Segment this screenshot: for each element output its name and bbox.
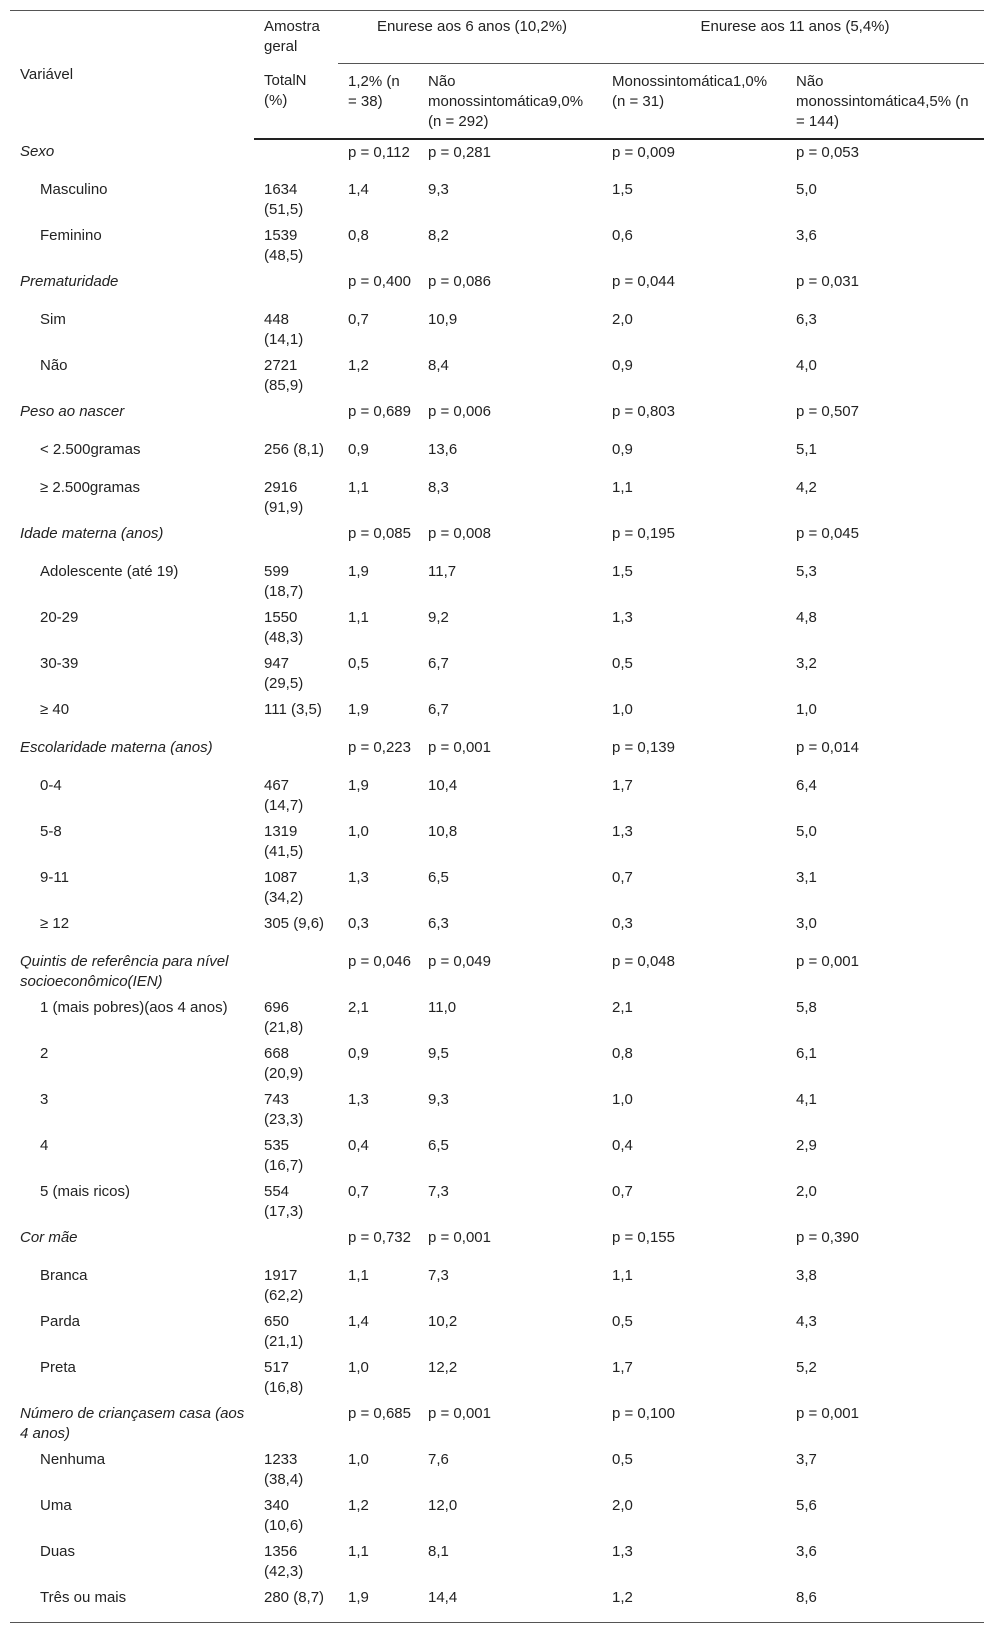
row-label: Branca [40,1266,88,1284]
row-11-mono: 1,0 [612,1090,633,1108]
row-total: 1356 (42,3) [264,1542,304,1580]
row-total [254,269,338,307]
table-row [10,1087,984,1133]
row-11-non-mono: 5,0 [796,180,817,198]
row-11-non-mono: p = 0,390 [796,1228,859,1246]
table-row [10,995,984,1041]
row-6-mono: p = 0,223 [348,738,411,756]
row-label: Prematuridade [20,272,119,290]
table-section-row [10,1225,984,1263]
row-6-mono: 1,1 [348,478,369,496]
row-label: Três ou mais [10,1585,254,1623]
header-group-11-years: Enurese aos 11 anos (5,4%) [602,11,984,64]
row-6-mono: 1,0 [348,1450,369,1468]
row-11-non-mono: 3,2 [796,654,817,672]
row-total [254,949,338,995]
row-11-mono: 2,0 [612,310,633,328]
row-11-non-mono: 5,1 [796,440,817,458]
row-11-non-mono: 5,6 [796,1496,817,1514]
row-11-mono: p = 0,803 [612,402,675,420]
row-6-mono: 0,7 [348,1182,369,1200]
row-label: Escolaridade materna (anos) [20,738,213,756]
row-11-mono: 0,9 [612,356,633,374]
row-total: 1634 (51,5) [264,180,304,218]
row-6-mono: 1,2 [348,356,369,374]
row-total: 1539 (48,5) [264,226,304,264]
row-6-non-mono: 11,0 [428,998,457,1016]
row-total: 1233 (38,4) [264,1450,304,1488]
row-11-mono: 1,5 [612,562,633,580]
row-label: 0-4 [40,776,62,794]
row-11-non-mono: 1,0 [796,700,817,718]
row-label: 5 (mais ricos) [40,1182,131,1200]
row-6-non-mono: 9,2 [428,608,449,626]
table-row [10,1493,984,1539]
row-total: 668 (20,9) [264,1044,304,1082]
row-11-non-mono: 2,9 [796,1136,817,1154]
row-11-non-mono: 8,6 [786,1585,984,1623]
row-11-non-mono: 3,7 [796,1450,817,1468]
row-6-mono: 1,9 [348,562,369,580]
row-6-mono: 0,4 [348,1136,369,1154]
row-6-non-mono: p = 0,281 [428,143,491,161]
row-total [254,521,338,559]
row-total [254,139,338,177]
row-total: 554 (17,3) [264,1182,304,1220]
row-6-mono: p = 0,112 [348,143,410,161]
row-11-mono: 0,4 [612,1136,633,1154]
row-11-mono: 0,5 [612,1312,633,1330]
row-6-non-mono: p = 0,001 [428,738,491,756]
row-total: 599 (18,7) [264,562,304,600]
row-11-mono: p = 0,139 [612,738,675,756]
table-row [10,773,984,819]
row-11-non-mono: 6,1 [796,1044,817,1062]
table-row [10,911,984,949]
row-11-non-mono: p = 0,014 [796,738,859,756]
row-6-mono: 1,9 [338,1585,418,1623]
row-label: Feminino [40,226,102,244]
row-label: Não [40,356,68,374]
table-row [10,1355,984,1401]
row-6-mono: 2,1 [348,998,369,1016]
row-11-mono: 2,1 [612,998,633,1016]
table-body [10,139,984,1623]
table-row [10,605,984,651]
row-label: ≥ 40 [40,700,70,718]
table-section-row [10,399,984,437]
row-6-mono: p = 0,689 [348,402,411,420]
row-total [254,1401,338,1447]
row-11-mono: 0,8 [612,1044,633,1062]
row-label: Duas [40,1542,76,1560]
row-label: 20-29 [40,608,79,626]
row-6-mono: 0,9 [348,1044,369,1062]
row-11-non-mono: 4,0 [796,356,817,374]
row-11-mono: 1,3 [612,608,633,626]
row-total: 111 (3,5) [264,700,322,718]
row-label: 4 [40,1136,49,1154]
row-total: 467 (14,7) [264,776,304,814]
row-11-non-mono: 3,8 [796,1266,817,1284]
row-11-non-mono: p = 0,001 [796,952,859,970]
row-6-non-mono: 6,7 [428,700,449,718]
table-row [10,475,984,521]
row-label: 9-11 [40,868,69,886]
row-6-non-mono: 14,4 [418,1585,602,1623]
row-total [254,1225,338,1263]
row-total: 256 (8,1) [264,440,325,458]
header-6-mono: 1,2% (n = 38) [338,63,418,139]
row-11-mono: 0,5 [612,654,633,672]
row-6-mono: 0,3 [348,914,369,932]
table-row [10,697,984,735]
row-11-mono: p = 0,009 [612,143,675,161]
row-11-mono: 1,3 [612,822,633,840]
table-row [10,559,984,605]
table-row [10,819,984,865]
row-11-non-mono: 6,3 [796,310,817,328]
row-6-non-mono: 7,3 [428,1182,449,1200]
table-row [10,1133,984,1179]
table-row [10,1309,984,1355]
header-11-non-mono: Não monossintomática4,5% (n = 144) [786,63,984,139]
table-row [10,1585,984,1623]
row-6-non-mono: 6,5 [428,868,449,886]
row-6-non-mono: p = 0,001 [428,1404,491,1422]
table-section-row [10,521,984,559]
row-6-mono: 0,7 [348,310,369,328]
row-6-non-mono: 12,0 [428,1496,458,1514]
row-11-mono: 1,2 [602,1585,786,1623]
row-11-non-mono: 5,2 [796,1358,817,1376]
row-label: Quintis de referência para nível socioeconômico(IEN) [20,952,229,990]
row-11-non-mono: p = 0,031 [796,272,859,290]
table-row [10,1041,984,1087]
row-6-non-mono: p = 0,049 [428,952,491,970]
row-6-mono: 1,3 [348,868,369,886]
row-total [254,399,338,437]
row-label: 1 (mais pobres)(aos 4 anos) [40,998,228,1016]
table-section-row [10,139,984,177]
row-11-mono: p = 0,155 [612,1228,675,1246]
row-label: Cor mãe [20,1228,78,1246]
row-label: 5-8 [40,822,62,840]
row-11-non-mono: 3,1 [796,868,817,886]
row-6-non-mono: 11,7 [428,562,457,580]
row-total: 743 (23,3) [264,1090,304,1128]
row-11-mono: p = 0,195 [612,524,675,542]
row-6-non-mono: 10,2 [428,1312,458,1330]
row-11-non-mono: 4,8 [796,608,817,626]
row-total: 517 (16,8) [264,1358,304,1396]
row-11-mono: 1,7 [612,776,633,794]
row-11-non-mono: 4,2 [796,478,817,496]
table-row [10,307,984,353]
row-label: 2 [40,1044,49,1062]
row-6-mono: 1,4 [348,180,369,198]
table-row [10,1263,984,1309]
row-6-mono: p = 0,046 [348,952,411,970]
table-section-row [10,949,984,995]
row-11-non-mono: 3,6 [796,226,817,244]
row-11-non-mono: p = 0,053 [796,143,859,161]
row-11-non-mono: 5,8 [796,998,817,1016]
row-6-non-mono: 9,5 [428,1044,449,1062]
row-11-mono: 1,3 [612,1542,633,1560]
row-label: < 2.500gramas [40,440,141,458]
row-11-non-mono: 5,3 [796,562,817,580]
header-6-non-mono: Não monossintomática9,0% (n = 292) [418,63,602,139]
row-11-mono: 1,0 [612,700,633,718]
row-11-mono: p = 0,048 [612,952,675,970]
row-label: Peso ao nascer [20,402,125,420]
row-total: 448 (14,1) [264,310,304,348]
row-label: Masculino [40,180,108,198]
header-sample: Amostra geral [254,11,338,64]
row-label: Sexo [20,142,55,160]
row-total: 1319 (41,5) [264,822,304,860]
row-6-non-mono: 6,7 [428,654,449,672]
table-row [10,1539,984,1585]
row-label: Nenhuma [40,1450,106,1468]
table-row [10,865,984,911]
row-6-non-mono: 6,3 [428,914,449,932]
row-total: 696 (21,8) [264,998,304,1036]
row-total: 2721 (85,9) [264,356,304,394]
row-6-mono: 1,0 [348,822,369,840]
row-6-mono: 0,8 [348,226,369,244]
row-total: 947 (29,5) [264,654,304,692]
row-label: ≥ 2.500gramas [40,478,140,496]
row-11-mono: p = 0,100 [612,1404,675,1422]
row-11-non-mono: 4,1 [796,1090,817,1108]
table-row [10,1179,984,1225]
row-6-mono: 1,2 [348,1496,369,1514]
row-6-non-mono: 6,5 [428,1136,449,1154]
table-header [10,11,984,139]
row-6-non-mono: 7,3 [428,1266,449,1284]
row-6-mono: 1,4 [348,1312,369,1330]
row-6-mono: p = 0,400 [348,272,411,290]
row-6-non-mono: 9,3 [428,1090,449,1108]
row-6-mono: 1,9 [348,776,369,794]
row-11-non-mono: 5,0 [796,822,817,840]
row-total: 535 (16,7) [264,1136,304,1174]
enuresis-table [10,10,984,1623]
row-6-non-mono: p = 0,006 [428,402,491,420]
row-total: 2916 (91,9) [264,478,304,516]
row-label: Parda [40,1312,81,1330]
row-total: 650 (21,1) [264,1312,304,1350]
row-6-mono: 0,9 [348,440,369,458]
row-total: 1550 (48,3) [264,608,304,646]
row-11-mono: 1,1 [612,1266,633,1284]
row-11-non-mono: p = 0,507 [796,402,859,420]
row-6-mono: p = 0,732 [348,1228,411,1246]
row-6-mono: 1,1 [348,608,369,626]
row-11-mono: 0,9 [612,440,633,458]
row-6-non-mono: 12,2 [428,1358,458,1376]
row-11-non-mono: 3,6 [796,1542,817,1560]
row-11-mono: 1,7 [612,1358,633,1376]
row-total: 305 (9,6) [264,914,325,932]
row-label: ≥ 12 [40,914,70,932]
table-row [10,1447,984,1493]
row-6-mono: 1,3 [348,1090,369,1108]
row-11-non-mono: p = 0,045 [796,524,859,542]
row-11-non-mono: 3,0 [796,914,817,932]
row-label: Sim [40,310,66,328]
row-11-mono: 0,6 [612,226,633,244]
row-6-non-mono: 13,6 [428,440,458,458]
table-section-row [10,735,984,773]
row-6-mono: 1,0 [348,1358,369,1376]
header-total: TotalN (%) [254,63,338,139]
header-group-6-years: Enurese aos 6 anos (10,2%) [338,11,602,64]
row-6-mono: 1,1 [348,1542,369,1560]
row-6-mono: 0,5 [348,654,369,672]
row-total: 340 (10,6) [264,1496,304,1534]
row-11-non-mono: 4,3 [796,1312,817,1330]
table-row [10,353,984,399]
row-11-mono: 1,5 [612,180,633,198]
row-6-mono: p = 0,685 [348,1404,411,1422]
table-row [10,177,984,223]
row-6-non-mono: p = 0,001 [428,1228,491,1246]
row-11-mono: p = 0,044 [612,272,675,290]
row-11-mono: 0,3 [612,914,633,932]
row-11-mono: 1,1 [612,478,633,496]
row-6-non-mono: 10,9 [428,310,458,328]
row-label: Adolescente (até 19) [40,562,179,580]
row-11-non-mono: p = 0,001 [796,1404,859,1422]
table-row [10,223,984,269]
row-total [254,735,338,773]
row-11-mono: 2,0 [612,1496,633,1514]
row-6-non-mono: 10,8 [428,822,458,840]
table-section-row [10,269,984,307]
row-total: 280 (8,7) [254,1585,338,1623]
row-11-mono: 0,5 [612,1450,633,1468]
row-6-non-mono: p = 0,086 [428,272,491,290]
row-6-non-mono: 7,6 [428,1450,449,1468]
row-6-mono: 1,1 [348,1266,369,1284]
row-6-mono: p = 0,085 [348,524,411,542]
row-label: 30-39 [40,654,79,672]
row-label: Uma [40,1496,72,1514]
row-11-non-mono: 2,0 [796,1182,817,1200]
row-6-non-mono: 10,4 [428,776,458,794]
row-label: Número de criançasem casa (aos 4 anos) [20,1404,245,1442]
row-11-non-mono: 6,4 [796,776,817,794]
table-section-row [10,1401,984,1447]
row-label: 3 [40,1090,49,1108]
row-11-mono: 0,7 [612,1182,633,1200]
header-11-mono: Monossintomática1,0% (n = 31) [602,63,786,139]
row-6-non-mono: 8,1 [428,1542,449,1560]
row-6-non-mono: 8,2 [428,226,449,244]
row-total: 1087 (34,2) [264,868,304,906]
row-6-mono: 1,9 [348,700,369,718]
header-variable: Variável [10,11,254,139]
row-6-non-mono: 8,4 [428,356,449,374]
row-6-non-mono: 9,3 [428,180,449,198]
row-6-non-mono: 8,3 [428,478,449,496]
row-6-non-mono: p = 0,008 [428,524,491,542]
row-total: 1917 (62,2) [264,1266,304,1304]
row-label: Preta [40,1358,76,1376]
row-11-mono: 0,7 [612,868,633,886]
row-label: Idade materna (anos) [20,524,164,542]
table-row [10,651,984,697]
table-row [10,437,984,475]
